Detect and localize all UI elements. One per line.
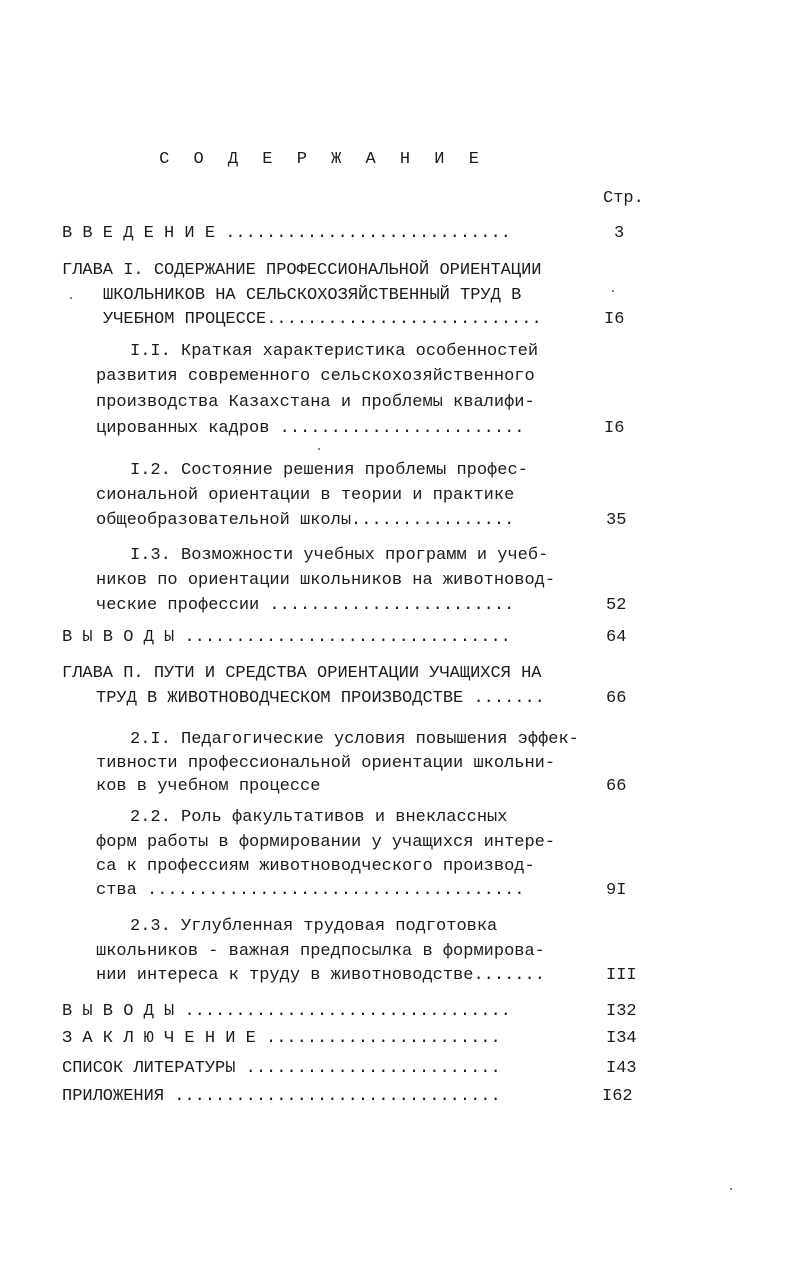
toc-entry-line: ников по ориентации школьников на животновод- [96, 571, 556, 590]
page-title: С О Д Е Р Ж А Н И Е [159, 150, 486, 169]
scan-speck [318, 448, 320, 450]
toc-entry-line: са к профессиям животноводческого производ- [96, 857, 535, 876]
toc-entry-line: производства Казахстана и проблемы квалифи- [96, 393, 535, 412]
toc-entry-line: ТРУД В ЖИВОТНОВОДЧЕСКОМ ПРОИЗВОДСТВЕ ....... [96, 689, 545, 708]
toc-page-number: 3 [614, 224, 625, 243]
toc-page-number: I32 [606, 1002, 637, 1021]
toc-entry-line: форм работы в формировании у учащихся интере- [96, 833, 556, 852]
page-column-label: Стр. [603, 189, 644, 208]
toc-page-number: 66 [606, 777, 627, 796]
toc-entry-line: ГЛАВА П. ПУТИ И СРЕДСТВА ОРИЕНТАЦИИ УЧАЩИХСЯ НА [62, 664, 542, 683]
toc-entry-line: I.3. Возможности учебных программ и учеб- [130, 546, 549, 565]
toc-entry-line: I.I. Краткая характеристика особенностей [130, 342, 539, 361]
scan-speck [730, 1188, 732, 1190]
toc-entry-line: В Ы В О Д Ы ................................ [62, 628, 511, 647]
toc-page-number: 35 [606, 511, 627, 530]
toc-entry-line: нии интереса к труду в животноводстве....... [96, 966, 545, 985]
toc-entry-line: школьников - важная предпосылка в формирова- [96, 942, 545, 961]
toc-page-number: I62 [602, 1087, 633, 1106]
toc-page-number: III [606, 966, 637, 985]
toc-page-number: I43 [606, 1059, 637, 1078]
toc-entry-line: цированных кадров ........................ [96, 419, 525, 438]
scan-speck [70, 297, 72, 299]
toc-entry-line: ческие профессии ........................ [96, 596, 515, 615]
toc-entry-line: СПИСОК ЛИТЕРАТУРЫ ......................... [62, 1059, 501, 1078]
toc-page-number: I6 [604, 419, 625, 438]
toc-page-number: 9I [606, 881, 627, 900]
toc-entry-line: ГЛАВА I. СОДЕРЖАНИЕ ПРОФЕССИОНАЛЬНОЙ ОРИЕНТАЦИИ [62, 261, 542, 280]
toc-entry-line: УЧЕБНОМ ПРОЦЕССЕ........................... [103, 310, 542, 329]
toc-entry-line: З А К Л Ю Ч Е Н И Е ....................... [62, 1029, 501, 1048]
toc-entry-line: ства ..................................... [96, 881, 525, 900]
toc-entry-line: 2.2. Роль факультативов и внеклассных [130, 808, 508, 827]
toc-page-number: 66 [606, 689, 627, 708]
toc-entry-line: ПРИЛОЖЕНИЯ ................................ [62, 1087, 501, 1106]
toc-entry-line: В Ы В О Д Ы ................................ [62, 1002, 511, 1021]
toc-entry-line: развития современного сельскохозяйственного [96, 367, 535, 386]
toc-entry-line: ков в учебном процессе [96, 777, 321, 796]
toc-entry-line: В В Е Д Е Н И Е ............................ [62, 224, 511, 243]
toc-entry-line: 2.3. Углубленная трудовая подготовка [130, 917, 498, 936]
toc-page-number: 64 [606, 628, 627, 647]
toc-page-number: I34 [606, 1029, 637, 1048]
toc-page-number: 52 [606, 596, 627, 615]
toc-page-number: I6 [604, 310, 625, 329]
toc-entry-line: общеобразовательной школы................ [96, 511, 515, 530]
toc-entry-line: сиональной ориентации в теории и практике [96, 486, 515, 505]
toc-entry-line: 2.I. Педагогические условия повышения эффек- [130, 730, 579, 749]
toc-entry-line: I.2. Состояние решения проблемы профес- [130, 461, 528, 480]
scan-speck [612, 290, 614, 292]
toc-entry-line: тивности профессиональной ориентации школьни- [96, 754, 556, 773]
toc-entry-line: ШКОЛЬНИКОВ НА СЕЛЬСКОХОЗЯЙСТВЕННЫЙ ТРУД В [103, 286, 522, 305]
